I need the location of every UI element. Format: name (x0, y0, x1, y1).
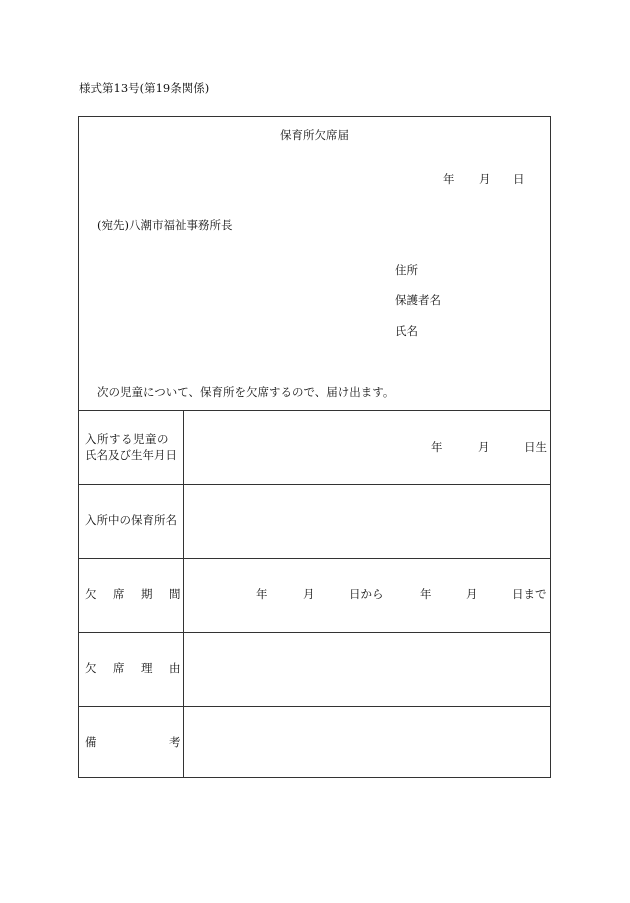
period-from-month: 月 (303, 587, 315, 601)
date-year-label: 年 (443, 172, 455, 186)
child-birth-year: 年 (431, 440, 443, 454)
period-to-month: 月 (466, 587, 478, 601)
form-title: 保育所欠席届 (280, 128, 349, 142)
child-label-line2: 氏名及び生年月日 (85, 448, 177, 462)
date-day-label: 日 (513, 172, 525, 186)
applicant-name-label: 氏名 (395, 324, 418, 338)
period-label-char: 期 (141, 587, 153, 601)
child-label-line1: 入所する児童の (85, 432, 169, 446)
period-label-char: 間 (169, 587, 181, 601)
statement-text: 次の児童について、保育所を欠席するので、届け出ます。 (97, 385, 395, 399)
reason-label-char: 理 (141, 661, 153, 675)
form-frame (78, 116, 551, 778)
period-from-year: 年 (256, 587, 268, 601)
form-number: 様式第13号(第19条関係) (79, 81, 210, 95)
addressee: (宛先)八潮市福祉事務所長 (97, 218, 233, 232)
period-label-char: 欠 (85, 587, 97, 601)
row-divider (79, 706, 550, 707)
period-label-char: 席 (113, 587, 125, 601)
period-to-day: 日まで (512, 587, 547, 601)
row-divider (79, 558, 550, 559)
nursery-label: 入所中の保育所名 (85, 513, 177, 527)
child-birth-day: 日生 (524, 440, 547, 454)
table-top-border (79, 410, 550, 411)
label-column-divider (183, 410, 184, 777)
applicant-address-label: 住所 (395, 263, 418, 277)
row-divider (79, 632, 550, 633)
date-month-label: 月 (479, 172, 491, 186)
period-from-day: 日から (349, 587, 384, 601)
applicant-guardian-label: 保護者名 (395, 293, 441, 307)
reason-label-char: 席 (113, 661, 125, 675)
reason-label-char: 由 (169, 661, 181, 675)
row-divider (79, 484, 550, 485)
period-to-year: 年 (420, 587, 432, 601)
remarks-label-char: 備 (85, 735, 97, 749)
remarks-label-char: 考 (169, 735, 181, 749)
reason-label-char: 欠 (85, 661, 97, 675)
child-birth-month: 月 (478, 440, 490, 454)
